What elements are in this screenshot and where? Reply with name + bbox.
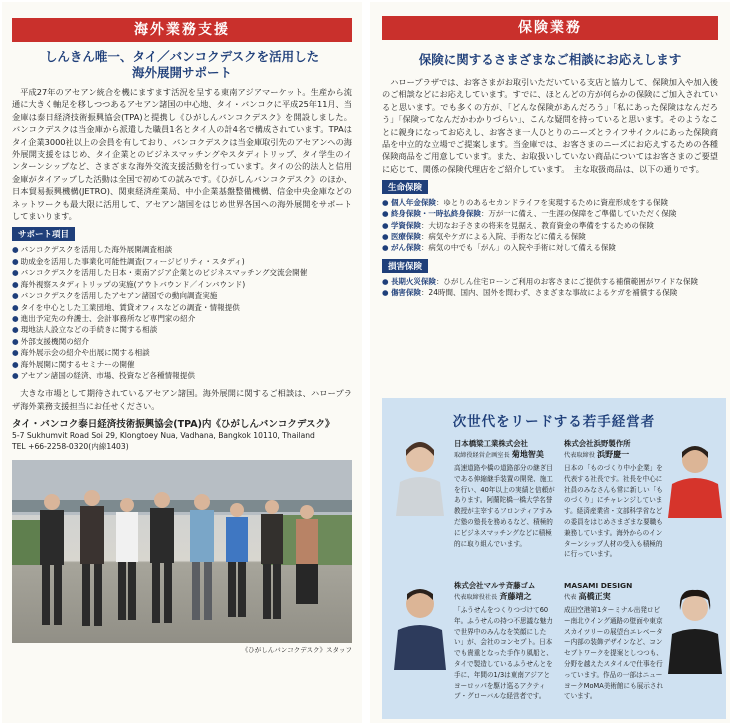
support-item <box>12 256 352 267</box>
bullet-icon: ● <box>382 231 391 241</box>
insurance-item <box>382 242 718 253</box>
support-item <box>12 370 352 381</box>
life-insurance-list <box>370 197 730 253</box>
support-item <box>12 359 352 370</box>
insurance-item-label: 長期火災保険 <box>390 277 436 287</box>
insurance-item <box>382 220 718 231</box>
manager-takahashi-card <box>564 580 664 702</box>
insurance-item-desc: ：ゆとりのあるセカンドライフを実現するために資産形成をする保険 <box>435 198 668 208</box>
bullet-icon: ● <box>12 348 19 358</box>
manager-saito-text: 「ふうせんをつくりつづけて60年。ふうせんの持つ不思議な魅力で世界中のみんなを笑顔にしたい」が、会社のコンセプト。日本でも貴重となった手作り風船と、タイで製造しているふうせんとを手に、年間の1/3は東南アジアとヨーロッパを駆け巡るアクティブ・グローバルな経営者です。 <box>454 606 553 701</box>
insurance-item <box>382 197 718 208</box>
support-item-text: 進出予定先の弁護士、会計事務所など専門家の紹介 <box>20 313 196 323</box>
insurance-item-label: 医療保険 <box>390 231 421 241</box>
support-item-text: アセアン諸国の経済、市場、投資など各種情報提供 <box>20 370 195 380</box>
support-item <box>12 244 352 255</box>
support-item <box>12 290 352 301</box>
bullet-icon: ● <box>12 279 19 289</box>
manager-kikuchi-name: 菊地智美 <box>511 450 544 459</box>
support-item-text: バンコクデスクを活用した海外展開調査相談 <box>20 245 173 255</box>
manager-hamano-company: 株式会社浜野製作所 <box>564 439 631 448</box>
bullet-icon: ● <box>382 220 391 230</box>
overseas-closing: 大きな市場として期待されているアセアン諸国。海外展開に関するご相談は、ハロープラザ海外業務支援担当にお任せください。 <box>12 388 352 411</box>
support-item-text: 海外展開に関するセミナーの開催 <box>20 359 135 369</box>
young-managers-title: 次世代をリードする若手経営者 <box>452 414 656 430</box>
photo-caption: 《ひがしんバンコクデスク》スタッフ <box>241 646 352 655</box>
support-item <box>12 324 352 335</box>
bullet-icon: ● <box>12 359 19 369</box>
bullet-icon: ● <box>12 245 19 255</box>
overseas-paragraph: 平成27年のアセアン統合を機にますます活況を呈する東南アジアマーケット。生産から流通に大きく軸足を移しつつあるアセアン諸国の中心地、タイ・バンコクに平成25年11月、当金庫は泰日経済技術振興協会(TPA)と提携し《ひがしんバンコクデスク》を開設しました。バンコクデスクは当金庫から派遣した職員1名とタイ人の計4名で構成されています。TPAはタイ企業3000社以上の会員を有しており、バンコクデスクは当金庫取引先のアセアンへの海外展開支援をはじめ、タイ企業とのビジネスマッチングやスタディトリップ、タイ学生のインターンシップなど、さまざまな海外交流支援活動を行っています。タイの公的法人と信用金庫がタイアップした活動は全国で初めての試みです。《ひがしんバンコクデスク》のほか、日本貿易振興機構(JETRO)、関東経済産業局、中小企業基盤整備機構、信金中央金庫などのネットワークも最大限に活用して、アセアン諸国をはじめ世界各国への海外展開をサポートしてまいります。 <box>12 87 352 222</box>
insurance-item-label: 学資保険 <box>390 220 421 230</box>
insurance-item <box>382 231 718 242</box>
support-item <box>12 347 352 358</box>
insurance-item <box>382 287 718 298</box>
bullet-icon: ● <box>12 325 19 335</box>
insurance-item-desc: ：24時間、国内、国外を問わず、さまざまな事故によるケガを補償する保険 <box>420 288 678 298</box>
insurance-page <box>370 2 730 723</box>
insurance-subtitle: 保険に関するさまざまなご相談にお応えします <box>418 52 682 67</box>
support-item-text: 海外視察スタディトリップの実施(アウトバウンド／インバウンド) <box>20 279 246 289</box>
manager-takahashi-name: 高橋正実 <box>578 592 611 601</box>
overseas-subtitle-line1: しんきん唯一、タイ／バンコクデスクを活用した <box>44 49 320 64</box>
manager-hamano-title: 代表取締役 <box>564 452 595 459</box>
support-item-text: バンコクデスクを活用したアセアン諸国での動向調査実施 <box>20 291 218 301</box>
bullet-icon: ● <box>382 243 391 253</box>
support-item <box>12 336 352 347</box>
support-items-list <box>2 244 362 381</box>
bullet-icon: ● <box>382 288 391 298</box>
manager-takahashi-text: 成田空港第1ターミナル出発ロビー南北ウイング通路の壁面や東京スカイツリーの展望台エレベーター内部の装飾デザインなど、コンセプトワークを提案としつつも、分野を越えたスタイルで仕事を行っています。作品の一部はニューヨークMoMA美術館にも展示されています。 <box>564 606 664 701</box>
manager-takahashi-photo <box>664 584 726 674</box>
support-item-text: バンコクデスクを活用した日本・東南アジア企業とのビジネスマッチング交流会開催 <box>20 268 308 278</box>
damage-insurance-header: 損害保険 <box>382 259 428 273</box>
insurance-item-label: 個人年金保険 <box>390 198 436 208</box>
support-items-header: サポート項目 <box>12 227 75 241</box>
insurance-item-label: 傷害保険 <box>390 288 421 298</box>
manager-kikuchi-photo <box>390 436 450 516</box>
bullet-icon: ● <box>382 209 391 219</box>
life-insurance-header: 生命保険 <box>382 180 428 194</box>
bullet-icon: ● <box>382 198 391 208</box>
bullet-icon: ● <box>382 277 391 287</box>
bullet-icon: ● <box>12 336 19 346</box>
support-item-text: 海外展示会の紹介や出展に関する相談 <box>20 348 150 358</box>
overseas-subtitle-line2: 海外展開サポート <box>131 65 232 80</box>
manager-kikuchi-text: 高速道路や橋の道路部分の継ぎ目である伸縮継手装置の開発、施工を行い、40年以上の実績と信頼があります。阿蘭陀橋一橋大学名誉教授が主宰するフロンティアすみだ塾の塾長を務めるなど、積極的にビジネスマッチングなどに積極的に取り組んでいます。 <box>454 464 555 548</box>
manager-hamano-photo <box>664 438 726 518</box>
bangkok-desk-staff-photo <box>12 460 352 643</box>
insurance-item-desc: ：万が一に備え、一生涯の保障をご準備していただく保険 <box>480 209 677 219</box>
bangkok-desk-name: タイ・バンコク泰日経済技術振興協会(TPA)内《ひがしんバンコクデスク》 <box>12 419 335 431</box>
support-item <box>12 279 352 290</box>
insurance-item <box>382 276 718 287</box>
manager-kikuchi-card <box>454 438 556 549</box>
bullet-icon: ● <box>12 256 19 266</box>
manager-kikuchi-company: 日本橋梁工業株式会社 <box>454 439 528 448</box>
support-item-text: 現地法人設立などの手続きに関する相談 <box>20 325 158 335</box>
overseas-support-page <box>2 2 362 723</box>
young-managers-box <box>382 398 726 719</box>
bangkok-desk-address: 5-7 Sukhumvit Road Soi 29, Klongtoey Nua, Vadhana, Bangkok 10110, Thailand <box>12 431 315 441</box>
support-item <box>12 302 352 313</box>
manager-kikuchi-title: 取締役経営企画室長 <box>454 452 510 459</box>
insurance-item-desc: ：ひがしん住宅ローンご利用のお客さまにご提供する補償範囲がワイドな保険 <box>435 277 699 287</box>
insurance-item-desc: ：病気の中でも「がん」の入院や手術に対して備える保険 <box>420 243 616 253</box>
insurance-item-label: がん保険 <box>390 243 421 253</box>
bullet-icon: ● <box>12 370 19 380</box>
manager-hamano-text: 日本の「ものづくり中小企業」を代表する社長です。社長を中心に社員のみなさんも常に新しい「ものづくり」にチャレンジしています。経済産業省・文部科学省などの委員をはじめさまざまな要職も兼務しています。海外からのインターンシップ人材の受入も積極的に行っています。 <box>564 464 663 559</box>
insurance-item-label: 終身保険・一時払終身保険 <box>390 209 481 219</box>
support-item-text: 外部支援機関の紹介 <box>20 336 89 346</box>
insurance-item-desc: ：大切なお子さまの将来を見据え、教育資金の準備をするための保険 <box>420 220 654 230</box>
manager-takahashi-company: MASAMI DESIGN <box>564 581 633 590</box>
bullet-icon: ● <box>12 302 19 312</box>
support-item <box>12 313 352 324</box>
support-item <box>12 267 352 278</box>
bangkok-desk-tel: TEL +66-2258-0320(内線1403) <box>12 442 129 452</box>
insurance-item-desc: ：病気やケガによる入院、手術などに備える保険 <box>420 231 586 241</box>
overseas-header: 海外業務支援 <box>12 18 352 42</box>
support-item-text: タイを中心とした工業団地、賃貸オフィスなどの調査・情報提供 <box>20 302 240 312</box>
manager-hamano-name: 浜野慶一 <box>597 450 630 459</box>
manager-saito-title: 代表取締役社長 <box>454 594 498 601</box>
insurance-paragraph: ハロープラザでは、お客さまがお取引いただいている支店と協力して、保険加入や加入後のご相談などにお応えしています。すでに、ほとんどの方が何らかの保険にご加入されていると思います。でも多くの方が、「どんな保険があんだろう」「私にあった保険はなんだろう」「保険ってなんだかわかりづらい」、こんな疑問を持っていると思います。そのようなことに親身になってお応えし、お客さま一人ひとりのニーズとライフサイクルにあった保険商品を中立的な立場でご提案します。当金庫では、お客さまのニーズにお応えするための各種保険商品をご用意しています。また、お取扱いしていない商品についてはお客さまのご要望に応じて、関係の保険代理店をご紹介しています。 主な取扱商品は、以下の通りです。 <box>382 77 718 174</box>
manager-saito-photo <box>390 580 450 670</box>
support-item-text: 助成金を活用した事業化可能性調査(フィージビリティ・スタディ) <box>20 256 245 266</box>
manager-saito-company: 株式会社マルサ斉藤ゴム <box>454 581 536 590</box>
damage-insurance-list <box>370 276 730 298</box>
manager-hamano-card <box>564 438 664 560</box>
insurance-item <box>382 208 718 219</box>
insurance-header: 保険業務 <box>382 16 718 40</box>
manager-saito-name: 斉藤靖之 <box>499 592 532 601</box>
manager-saito-card <box>454 580 554 702</box>
bullet-icon: ● <box>12 291 19 301</box>
manager-takahashi-title: 代表 <box>564 594 577 601</box>
bullet-icon: ● <box>12 268 19 278</box>
bullet-icon: ● <box>12 313 19 323</box>
